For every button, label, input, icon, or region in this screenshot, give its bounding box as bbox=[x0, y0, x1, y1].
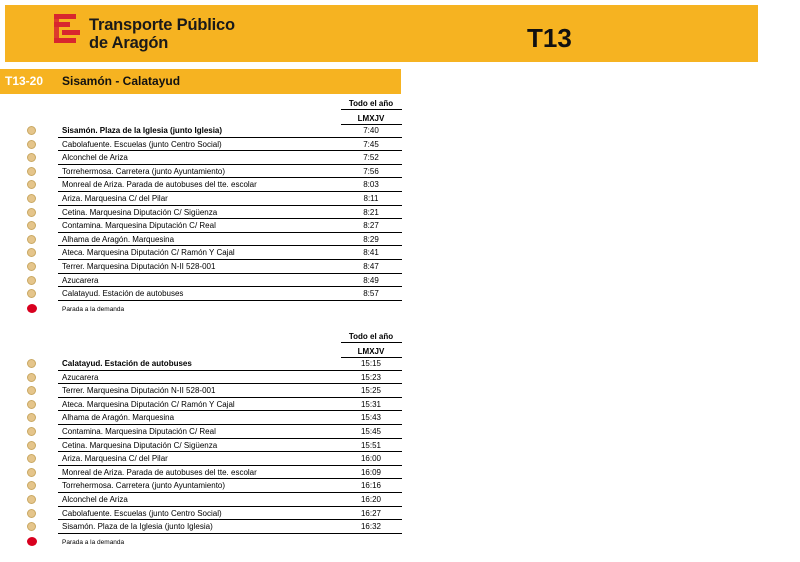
table-row bbox=[0, 493, 402, 507]
stop-dot-icon bbox=[27, 208, 36, 217]
departure-time: 7:56 bbox=[363, 166, 379, 176]
departure-time: 15:23 bbox=[360, 372, 382, 382]
departure-time: 16:16 bbox=[360, 481, 382, 491]
stop-dot-icon bbox=[27, 235, 36, 244]
stop-dot-icon bbox=[27, 180, 36, 189]
stop-name: Calatayud. Estación de autobuses bbox=[62, 359, 192, 368]
line-id: T13-20 bbox=[5, 74, 44, 88]
period-header: Todo el año bbox=[348, 332, 394, 341]
stop-name: Ateca. Marquesina Diputación C/ Ramón Y Cajal bbox=[62, 248, 235, 258]
stop-name: Cetina. Marquesina Diputación C/ Sigüenza bbox=[62, 440, 218, 450]
stop-name: Cabolafuente. Escuelas (junto Centro Social) bbox=[62, 139, 222, 149]
stop-dot-icon bbox=[27, 359, 36, 368]
stop-name: Azucarera bbox=[62, 372, 99, 382]
stop-dot-icon bbox=[27, 248, 36, 257]
stop-dot-icon bbox=[27, 441, 36, 450]
on-demand-stop-icon bbox=[27, 537, 37, 546]
header-divider bbox=[341, 109, 402, 110]
stop-name: Terrer. Marquesina Diputación N-II 528-001 bbox=[62, 386, 216, 396]
row-divider bbox=[58, 300, 402, 301]
header-divider bbox=[341, 342, 402, 343]
stop-dot-icon bbox=[27, 509, 36, 518]
header-banner bbox=[5, 5, 758, 62]
stop-dot-icon bbox=[27, 276, 36, 285]
stop-name: Alconchel de Ariza bbox=[62, 495, 128, 504]
departure-time: 8:47 bbox=[363, 262, 379, 271]
days-header: LMXJV bbox=[357, 347, 385, 356]
days-header: LMXJV bbox=[357, 114, 385, 123]
table-row bbox=[0, 425, 402, 439]
stop-dot-icon bbox=[27, 386, 36, 395]
stop-dot-icon bbox=[27, 495, 36, 504]
on-demand-stop-icon bbox=[27, 304, 37, 313]
table-row bbox=[0, 479, 402, 493]
stop-name: Alconchel de Ariza bbox=[62, 153, 128, 163]
period-header: Todo el año bbox=[348, 99, 394, 108]
departure-time: 8:03 bbox=[363, 180, 379, 190]
stop-name: Ariza. Marquesina C/ del Pilar bbox=[62, 454, 168, 464]
table-row bbox=[0, 287, 402, 301]
departure-time: 15:51 bbox=[360, 440, 382, 450]
stop-name: Ateca. Marquesina Diputación C/ Ramón Y Cajal bbox=[62, 399, 235, 409]
stop-name: Sisamón. Plaza de la Iglesia (junto Iglesia) bbox=[62, 522, 213, 532]
table-row bbox=[0, 384, 402, 398]
table-row bbox=[0, 124, 402, 138]
brand-line-1: Transporte Público bbox=[89, 16, 235, 34]
stop-name: Azucarera bbox=[62, 275, 99, 285]
stop-dot-icon bbox=[27, 400, 36, 409]
aragon-logo-icon bbox=[54, 14, 82, 44]
row-divider bbox=[58, 533, 402, 534]
stop-dot-icon bbox=[27, 194, 36, 203]
stop-name: Alhama de Aragón. Marquesina bbox=[62, 413, 175, 423]
departure-time: 16:32 bbox=[360, 522, 382, 532]
table-row bbox=[0, 411, 402, 425]
table-row bbox=[0, 357, 402, 371]
stop-dot-icon bbox=[27, 126, 36, 135]
departure-time: 8:49 bbox=[363, 275, 379, 285]
departure-time: 8:41 bbox=[363, 248, 379, 258]
table-row bbox=[0, 452, 402, 466]
table-row bbox=[0, 260, 402, 274]
departure-time: 15:15 bbox=[360, 359, 382, 368]
line-name: Sisamón - Calatayud bbox=[62, 74, 181, 88]
departure-time: 16:09 bbox=[360, 467, 382, 477]
stop-dot-icon bbox=[27, 153, 36, 162]
departure-time: 8:11 bbox=[363, 194, 379, 203]
table-row bbox=[0, 398, 402, 412]
departure-time: 16:00 bbox=[360, 454, 382, 464]
departure-time: 8:27 bbox=[363, 221, 379, 231]
departure-time: 8:21 bbox=[363, 207, 379, 217]
stop-name: Alhama de Aragón. Marquesina bbox=[62, 234, 175, 244]
table-row bbox=[0, 165, 402, 179]
stop-dot-icon bbox=[27, 167, 36, 176]
stop-dot-icon bbox=[27, 468, 36, 477]
departure-time: 15:31 bbox=[360, 399, 382, 409]
stop-name: Terrer. Marquesina Diputación N-II 528-001 bbox=[62, 262, 216, 271]
stop-name: Ariza. Marquesina C/ del Pilar bbox=[62, 194, 168, 203]
stop-name: Monreal de Ariza. Parada de autobuses del tte. escolar bbox=[62, 180, 257, 190]
line-title-bar bbox=[0, 69, 401, 94]
departure-time: 7:45 bbox=[363, 139, 379, 149]
table-row bbox=[0, 233, 402, 247]
stop-name: Cabolafuente. Escuelas (junto Centro Social) bbox=[62, 508, 222, 518]
table-row bbox=[0, 138, 402, 152]
stop-dot-icon bbox=[27, 427, 36, 436]
stop-dot-icon bbox=[27, 289, 36, 298]
departure-time: 7:40 bbox=[363, 126, 379, 135]
table-row bbox=[0, 219, 402, 233]
stop-name: Monreal de Ariza. Parada de autobuses del tte. escolar bbox=[62, 467, 257, 477]
departure-time: 15:25 bbox=[360, 386, 382, 396]
table-row bbox=[0, 439, 402, 453]
table-row bbox=[0, 274, 402, 288]
table-row bbox=[0, 371, 402, 385]
route-code: T13 bbox=[527, 23, 572, 53]
table-row bbox=[0, 178, 402, 192]
stop-name: Torrehermosa. Carretera (junto Ayuntamiento) bbox=[62, 481, 226, 491]
departure-time: 8:29 bbox=[363, 234, 379, 244]
stop-dot-icon bbox=[27, 454, 36, 463]
table-row bbox=[0, 192, 402, 206]
departure-time: 8:57 bbox=[363, 289, 379, 299]
legend bbox=[0, 536, 402, 550]
stop-dot-icon bbox=[27, 413, 36, 422]
stop-dot-icon bbox=[27, 262, 36, 271]
stop-dot-icon bbox=[27, 522, 36, 531]
table-row bbox=[0, 206, 402, 220]
stop-name: Torrehermosa. Carretera (junto Ayuntamiento) bbox=[62, 166, 226, 176]
brand-name bbox=[89, 16, 235, 52]
table-row bbox=[0, 466, 402, 480]
stop-dot-icon bbox=[27, 221, 36, 230]
table-row bbox=[0, 520, 402, 534]
stop-name: Sisamón. Plaza de la Iglesia (junto Iglesia) bbox=[62, 126, 223, 135]
stop-name: Cetina. Marquesina Diputación C/ Sigüenza bbox=[62, 207, 218, 217]
legend-text: Parada a la demanda bbox=[62, 305, 125, 313]
departure-time: 15:45 bbox=[360, 427, 382, 436]
table-row bbox=[0, 246, 402, 260]
stop-name: Calatayud. Estación de autobuses bbox=[62, 289, 184, 299]
departure-time: 16:20 bbox=[360, 495, 382, 504]
stop-dot-icon bbox=[27, 373, 36, 382]
stop-dot-icon bbox=[27, 481, 36, 490]
departure-time: 16:27 bbox=[360, 508, 382, 518]
legend-text: Parada a la demanda bbox=[62, 538, 125, 546]
stop-name: Contamina. Marquesina Diputación C/ Real bbox=[62, 427, 216, 436]
table-row bbox=[0, 507, 402, 521]
stop-dot-icon bbox=[27, 140, 36, 149]
table-row bbox=[0, 151, 402, 165]
departure-time: 7:52 bbox=[363, 153, 379, 163]
departure-time: 15:43 bbox=[360, 413, 382, 423]
legend bbox=[0, 303, 402, 317]
brand-line-2: de Aragón bbox=[89, 34, 169, 52]
stop-name: Contamina. Marquesina Diputación C/ Real bbox=[62, 221, 216, 231]
